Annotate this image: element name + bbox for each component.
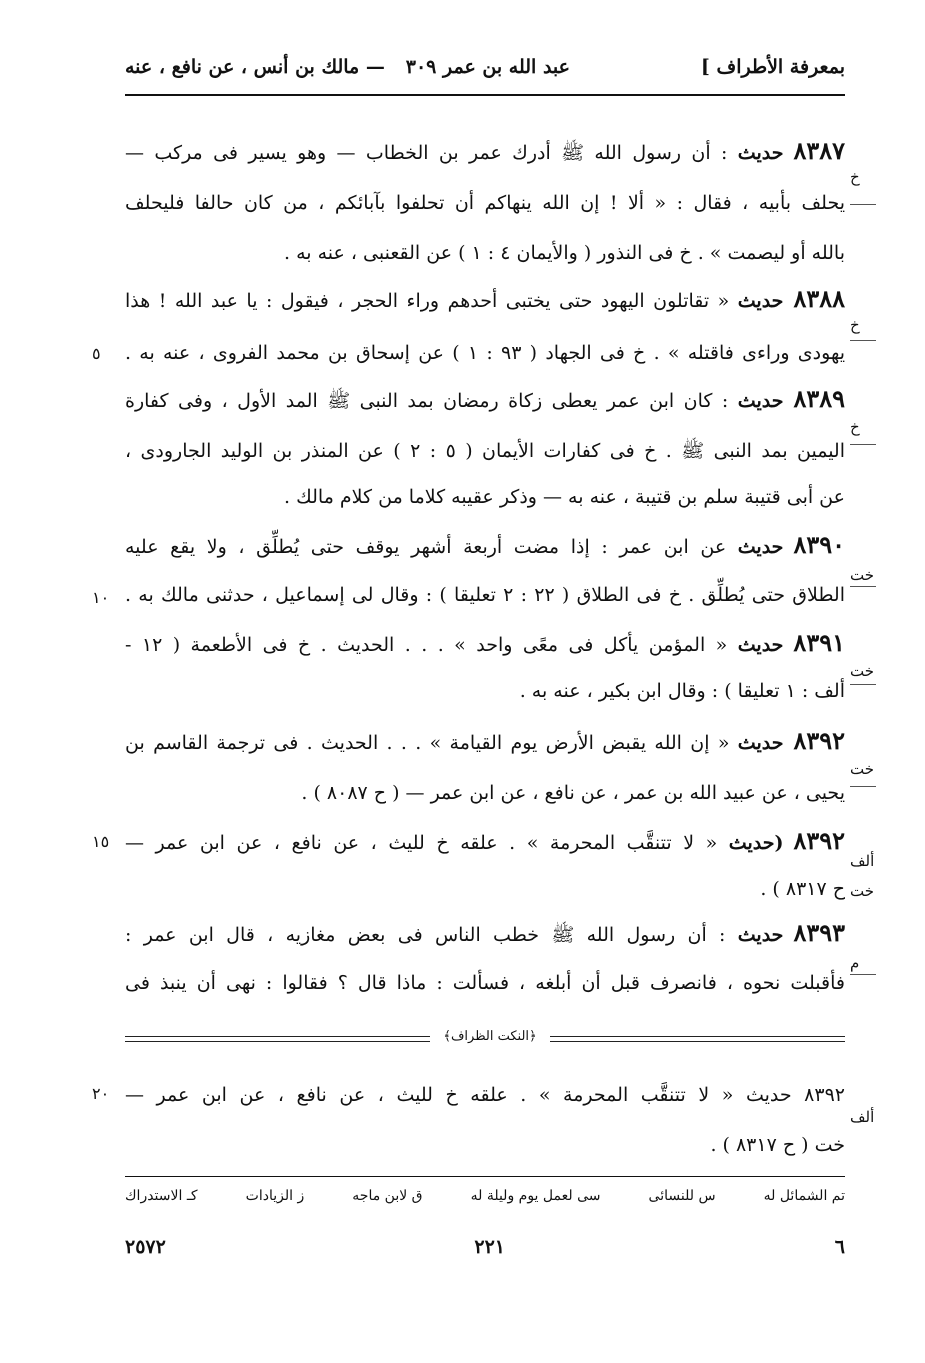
hadith-line: [125, 436, 845, 466]
commentary-text: ٨٣٩٢ حديث « لا تتنقَّب المحرمة » . علقه خ لليث ، عن نافع ، عن ابن عمر —: [125, 1084, 845, 1106]
header-center: عبد الله بن عمر ٣٠٩: [405, 56, 570, 78]
sequence-number: ٢٥٧٢: [125, 1236, 166, 1258]
hadith-text: عن أبى قتيبة سلم بن قتيبة ، عنه به — وذكر عقيبه كلاما من كلام مالك .: [284, 486, 845, 508]
hadith-number: ٨٣٩٢: [793, 826, 846, 855]
hadith-text: عن ابن عمر : إذا مضت أربعة أشهر يوقف حتى يُطلِّق ، ولا يقع عليه: [125, 536, 727, 558]
hadith-line: [125, 874, 845, 904]
running-header: [125, 52, 845, 86]
hadith-text: اليمين بمد النبى ﷺ . خ فى كفارات الأيمان ( ٥ : ٢ ) عن المنذر بن الوليد الجارودى ،: [125, 440, 846, 462]
hadith-text: « إن الله يقبض الأرض يوم القيامة » . . . الحديث . فى ترجمة القاسم بن: [125, 732, 730, 754]
margin-siglum: خت: [850, 662, 875, 680]
hadith-line: [125, 726, 845, 758]
hadith-keyword: حديث: [737, 924, 784, 946]
hadith-line: [125, 136, 845, 168]
legend-item: سى لعمل يوم وليلة له: [470, 1188, 601, 1204]
hadith-line: [125, 238, 845, 268]
divider-label: ﴿النكت الظراف﴾: [443, 1029, 537, 1044]
line-number: ١٠: [92, 588, 110, 607]
hadith-line: [125, 384, 845, 416]
legend-item: ق لابن ماجه: [352, 1188, 423, 1204]
hadith-keyword: حديث: [737, 634, 784, 656]
commentary-text: خت ( ح ٨٣١٧ ) .: [710, 1134, 845, 1156]
hadith-number: ٨٣٨٨: [793, 284, 845, 313]
hadith-line: [125, 968, 845, 998]
commentary-line: [125, 1130, 845, 1160]
hadith-number: ٨٣٨٩: [793, 384, 846, 413]
hadith-text: « لا تتنقَّب المحرمة » . علقه خ لليث ، عن نافع ، عن ابن عمر —: [125, 832, 718, 854]
hadith-keyword: حديث: [737, 290, 784, 312]
margin-siglum: خت: [850, 882, 875, 900]
margin-siglum: م: [850, 954, 860, 972]
hadith-line: [125, 338, 845, 368]
hadith-text: ألف : ١ تعليقا ) : وقال ابن بكير ، عنه به .: [519, 680, 845, 702]
hadith-number: ٨٣٩٠: [793, 530, 845, 559]
header-rule: [125, 94, 845, 96]
hadith-text: يحيى ، عن عبيد الله بن عمر ، عن نافع ، عن ابن عمر — ( ح ٨٠٨٧ ) .: [301, 782, 845, 804]
hadith-number: ٨٣٩٣: [793, 918, 845, 947]
hadith-keyword: (حديث: [728, 832, 784, 854]
margin-siglum: ألف: [850, 852, 875, 870]
hadith-text: ح ٨٣١٧ ) .: [760, 878, 845, 900]
line-number: ١٥: [92, 832, 110, 851]
margin-dash: [850, 974, 876, 975]
hadith-text: يهودى وراءى فاقتله » . خ فى الجهاد ( ٩٣ : ١ ) عن إسحاق بن محمد الفروى ، عنه به .: [125, 342, 845, 364]
hadith-line: [125, 284, 845, 316]
hadith-text: بالله أو ليصمت » . خ فى النذور ( والأيمان ٤ : ١ ) عن القعنبى ، عنه به .: [284, 242, 845, 264]
header-right: بمعرفة الأطراف ]: [700, 56, 845, 78]
margin-siglum: خ: [850, 418, 860, 436]
legend-item: كـ الاستدراك: [125, 1188, 198, 1204]
margin-dash: [850, 444, 876, 445]
hadith-line: [125, 188, 845, 218]
legend-item: تم الشمائل له: [763, 1188, 845, 1204]
hadith-text: « المؤمن يأكل فى معًى واحد » . . . الحديث . خ فى الأطعمة ( ١٢ -: [125, 634, 728, 656]
hadith-keyword: حديث: [737, 142, 784, 164]
hadith-line: [125, 530, 845, 562]
hadith-number: ٨٣٩٢: [793, 726, 846, 755]
volume-number: ٦: [834, 1236, 845, 1258]
header-left: — مالك بن أنس ، عن نافع ، عنه: [125, 56, 385, 78]
hadith-text: : كان ابن عمر يعطى زكاة رمضان بمد النبى ﷺ المد الأول ، وفى كفارة: [125, 390, 729, 412]
hadith-line: [125, 628, 845, 660]
line-number: ٢٠: [92, 1084, 110, 1103]
margin-dash: [850, 340, 876, 341]
hadith-text: : أن رسول الله ﷺ خطب الناس فى بعض مغازيه ، قال ابن عمر :: [125, 924, 726, 946]
page-footer: [125, 1236, 845, 1262]
hadith-number: ٨٣٨٧: [793, 136, 846, 165]
hadith-keyword: حديث: [737, 732, 784, 754]
margin-dash: [850, 786, 876, 787]
hadith-text: يحلف بأبيه ، فقال : « ألا ! إن الله ينهاكم أن تحلفوا بآبائكم ، من كان حالفا فليحلف: [125, 192, 845, 214]
hadith-text: فأقبلت نحوه ، فانصرف قبل أن أبلغه ، فسألت : ماذا قال ؟ فقالوا : نهى أن ينبذ فى: [125, 972, 845, 994]
sigla-legend: [125, 1188, 845, 1204]
hadith-line: [125, 778, 845, 808]
line-number: ٥: [92, 344, 101, 363]
hadith-line: [125, 482, 845, 512]
page-number: ٢٢١: [474, 1236, 505, 1258]
margin-siglum: خ: [850, 316, 860, 334]
margin-dash: [850, 684, 876, 685]
commentary-line: [125, 1080, 845, 1110]
hadith-keyword: حديث: [737, 390, 784, 412]
legend-item: س للنسائى: [648, 1188, 716, 1204]
hadith-keyword: حديث: [737, 536, 784, 558]
margin-siglum: ألف: [850, 1108, 875, 1126]
hadith-text: الطلاق حتى يُطلِّق . خ فى الطلاق ( ٢٢ : ٢ تعليقا ) : وقال لى إسماعيل ، حدثنى مالك به .: [125, 584, 845, 606]
legend-item: ز الزيادات: [245, 1188, 305, 1204]
hadith-line: [125, 580, 845, 610]
hadith-line: [125, 826, 845, 858]
margin-siglum: خت: [850, 760, 875, 778]
hadith-text: « تقاتلون اليهود حتى يختبى أحدهم وراء الحجر ، فيقول : يا عبد الله ! هذا: [125, 290, 730, 312]
commentary-divider: [125, 1030, 845, 1050]
hadith-line: [125, 676, 845, 706]
margin-siglum: خت: [850, 566, 875, 584]
margin-dash: [850, 204, 876, 205]
footer-rule: [125, 1176, 845, 1177]
margin-dash: [850, 586, 876, 587]
hadith-text: : أن رسول الله ﷺ أدرك عمر بن الخطاب — وهو يسير فى مركب —: [125, 142, 728, 164]
hadith-line: [125, 918, 845, 950]
margin-siglum: خ: [850, 168, 860, 186]
hadith-number: ٨٣٩١: [793, 628, 845, 657]
